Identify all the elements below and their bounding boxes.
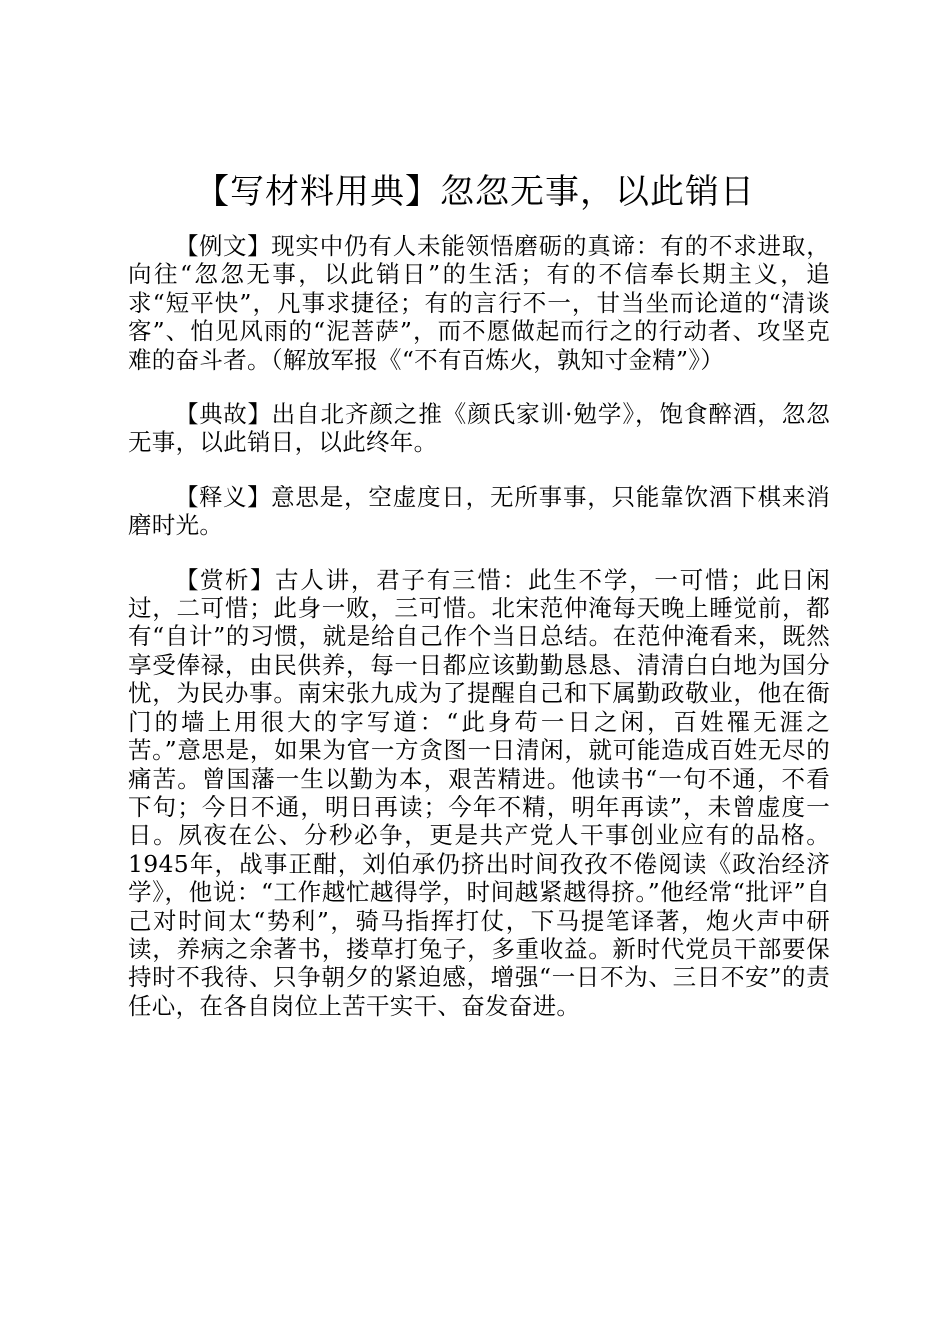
paragraph-tag: 【释义】	[175, 482, 272, 511]
paragraph-meaning	[128, 483, 830, 540]
paragraph-appreciation	[128, 566, 830, 1021]
paragraph-text: 出自北齐颜之推《颜氏家训·勉学》，饱食醉酒，忽忽无事，以此销日，以此终年。	[128, 400, 831, 457]
paragraph-allusion	[128, 400, 830, 457]
paragraph-text: 古人讲，君子有三惜：此生不学，一可惜；此日闲过，二可惜；此身一败，三可惜。北宋范仲淹每天晚上睡觉前，都有“自计”的习惯，就是给自己作个当日总结。在范仲淹看来，既然享受俸禄，由民供养，每一日都应该勤勤恳恳、清清白白地为国分忧，为民办事。南宋张九成为了提醒自己和下属勤政敬业，他在衙门的墙上用很大的字写道：“此身苟一日之闲，百姓罹无涯之苦。”意思是，如果为官一方贪图一日清闲，就可能造成百姓无尽的痛苦。曾国藩一生以勤为本，艰苦精进。他读书“一句不通，不看下句；今日不通，明日再读；今年不精，明年再读”，未曾虚度一日。夙夜在公、分秒必争，更是共产党人干事创业应有的品格。1945年，战事正酣，刘伯承仍挤出时间孜孜不倦阅读《政治经济学》，他说：“工作越忙越得学，时间越紧越得挤。”他经常“批评”自己对时间太“势利”，骑马指挥打仗，下马提笔译著，炮火声中研读，养病之余著书，搂草打兔子，多重收益。新时代党员干部要保持时不我待、只争朝夕的紧迫感，增强“一日不为、三日不安”的责任心，在各自岗位上苦干实干、奋发奋进。	[128, 565, 830, 1020]
paragraph-tag: 【赏析】	[175, 565, 275, 594]
paragraph-text: 意思是，空虚度日，无所事事，只能靠饮酒下棋来消磨时光。	[128, 482, 830, 540]
paragraph-text: 现实中仍有人未能领悟磨砺的真谛：有的不求进取，向往“忽忽无事，以此销日”的生活；有的不信奉长期主义，追求“短平快”，凡事求捷径；有的言行不一，甘当坐而论道的“清谈客”、怕见风雨的“泥菩萨”，而不愿做起而行之的行动者、攻坚克难的奋斗者。（解放军报《“不有百炼火，孰知寸金精”》）	[128, 232, 830, 374]
paragraph-example	[128, 232, 830, 374]
paragraph-tag: 【例文】	[175, 232, 272, 260]
paragraph-tag: 【典故】	[175, 400, 272, 429]
document-body	[128, 232, 830, 1046]
document-title: 【写材料用典】忽忽无事，以此销日	[195, 172, 755, 212]
